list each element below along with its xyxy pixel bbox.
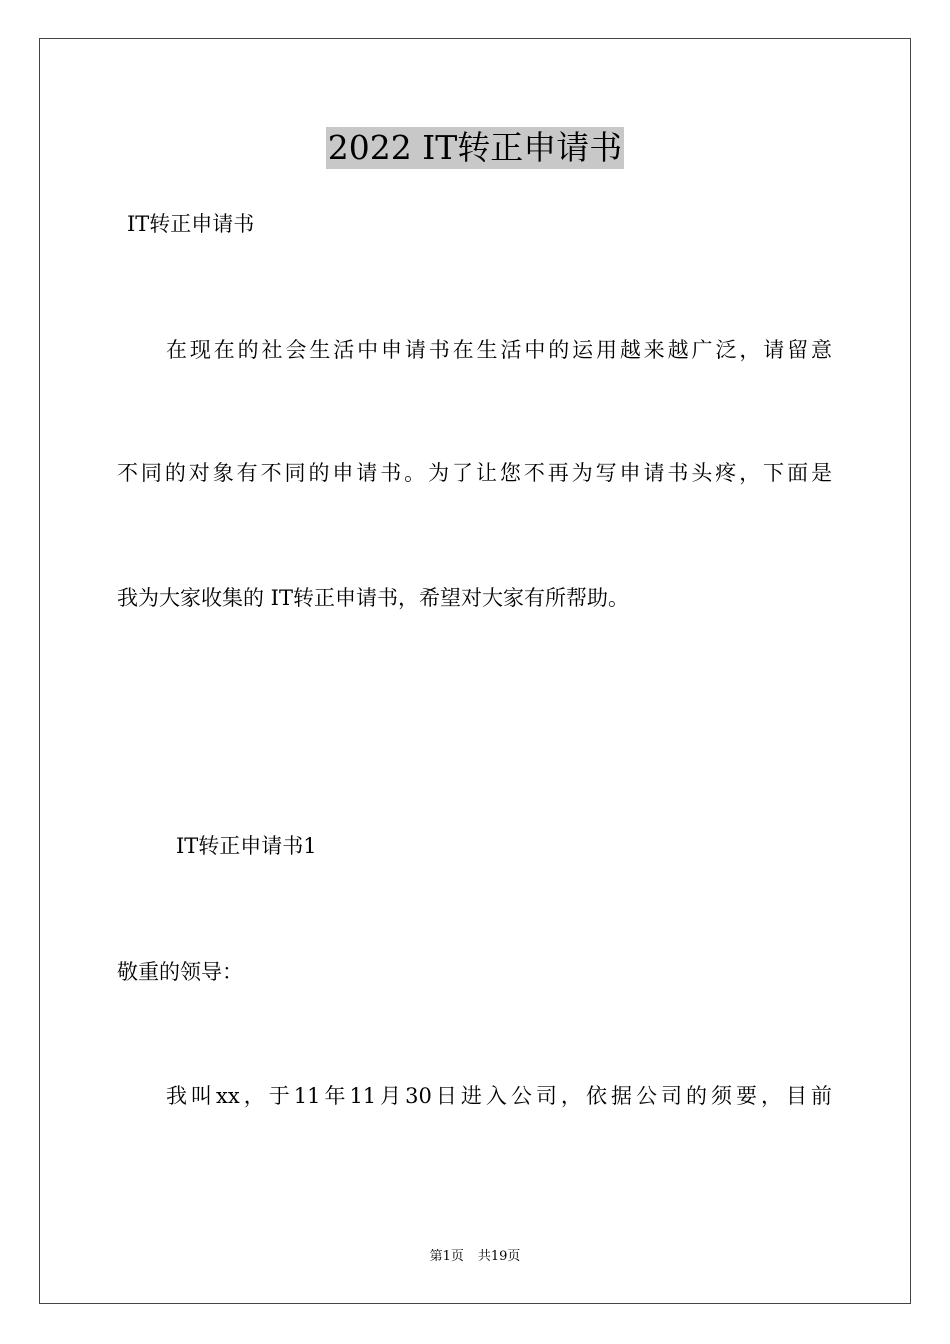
page-number: 第1页 [429, 1249, 464, 1264]
section-heading: IT转正申请书1 [176, 834, 317, 858]
salutation: 敬重的领导： [117, 960, 243, 984]
body-line-1: 我叫xx，于11年11月30日进入公司，依据公司的须要，目前 [166, 1084, 832, 1108]
title-container [0, 127, 950, 169]
document-subtitle: IT转正申请书 [127, 212, 255, 236]
total-pages: 共19页 [477, 1249, 521, 1264]
intro-line-2: 不同的对象有不同的申请书。为了让您不再为写申请书头疼，下面是 [117, 461, 832, 485]
document-title: 2022 IT转正申请书 [327, 128, 623, 167]
intro-line-3: 我为大家收集的 IT转正申请书，希望对大家有所帮助。 [117, 586, 629, 610]
page-footer [0, 1248, 950, 1266]
intro-line-1: 在现在的社会生活中申请书在生活中的运用越来越广泛，请留意 [166, 338, 832, 362]
